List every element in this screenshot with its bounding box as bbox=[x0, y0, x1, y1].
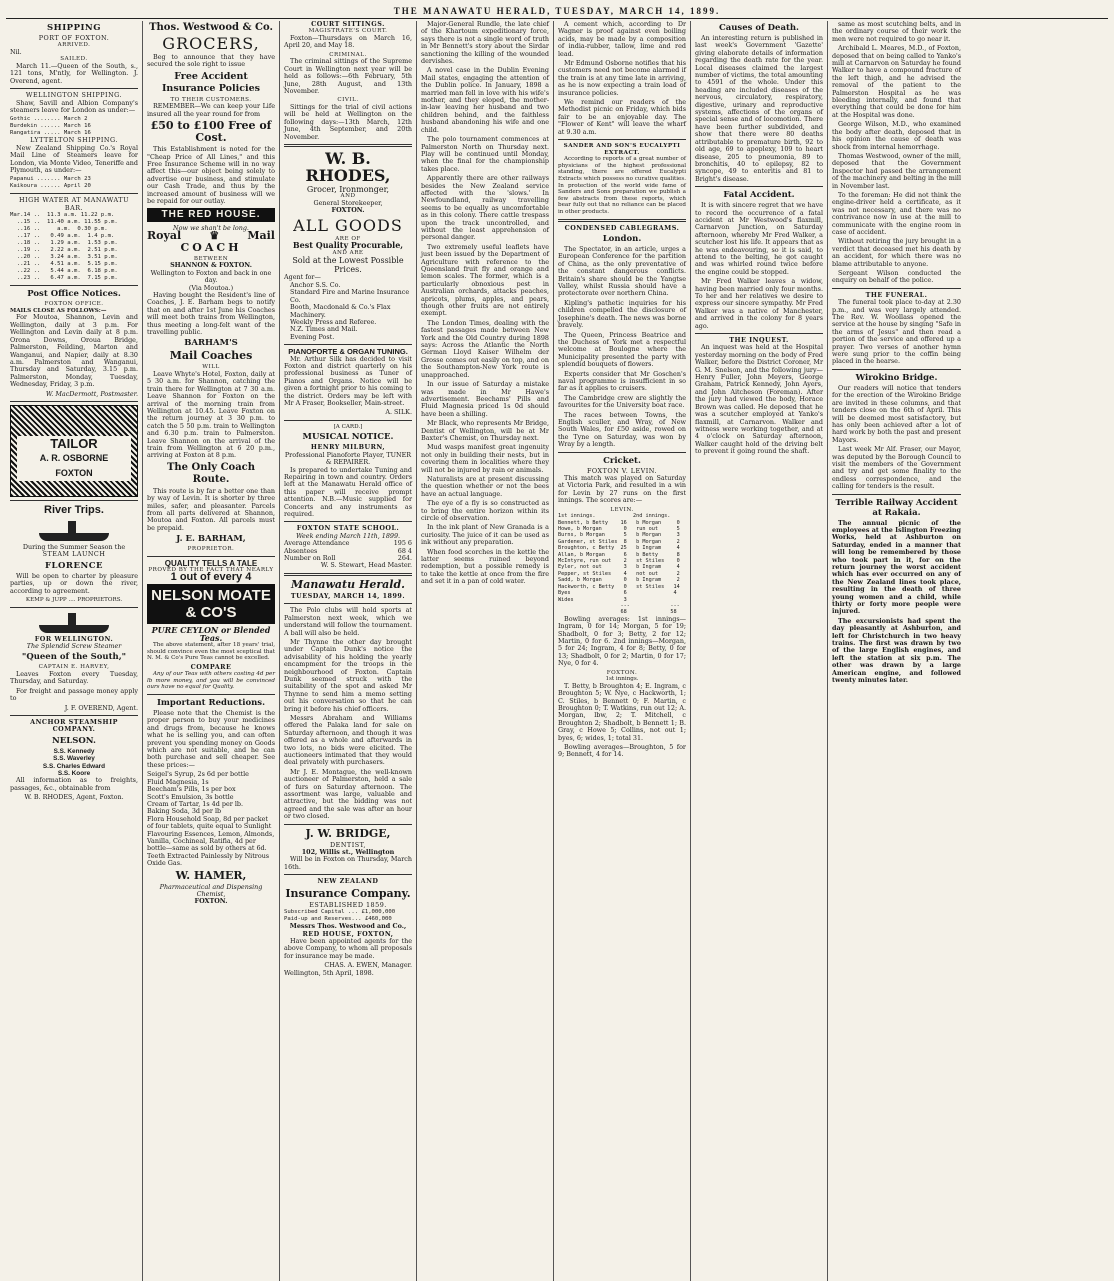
insurance-heading: Insurance Company. bbox=[285, 886, 411, 900]
news-montague: Mr J. E. Montague, the well-known auctioneer of Palmerston, held a sale of furs on Saturday afternoon. The assortment was large, valuable and attractive, but the bidding was not agreed and the sale was after an hour or two closed. bbox=[284, 767, 412, 821]
news-bees: Naturalists are at present discussing the question whether or not the bees have an actual language. bbox=[421, 474, 549, 498]
funeral-text: The funeral took place to-day at 2.30 p.m., and was very largely attended. The Rev. W. Woollass opened the service at the house by singing "Safe in the arms of Jesus" and then read a portion of the service and offered up a prayer. Two verses of another hymn were sung prior to the coffin being placed in the hearse. bbox=[832, 298, 961, 366]
divider bbox=[832, 369, 961, 370]
captain-name: CAPTAIN E. HARVEY, bbox=[38, 664, 110, 671]
established-label: ESTABLISHED 1859. bbox=[309, 900, 387, 909]
inquest-cont-4: Thomas Westwood, owner of the mill, deposed that the Government Inspector had passed the arrangement of the machinery and belting in the mill in November last. bbox=[832, 151, 961, 190]
terrible-heading: Terrible Railway Accident at Rakaia. bbox=[835, 497, 958, 518]
proprietor-label: PROPRIETOR. bbox=[187, 546, 235, 553]
divider bbox=[284, 824, 412, 825]
school-row: Number on Roll 264. bbox=[284, 554, 412, 563]
divider bbox=[10, 607, 138, 608]
to-customers: TO THEIR CUSTOMERS. bbox=[170, 96, 252, 103]
news-leaflets: Two extremely useful leaflets have just been issued by the Department of Agriculture with reference to the Queensland fruit fly and orange and lemon scales. The former, which is a particularly obnoxious pest in Australian orchards, attacks peaches, apricots, plums, apples, and pears, though other fruits are not entirely exempt. bbox=[421, 242, 549, 318]
anchor-ships: S.S. Kennedy S.S. Waverley S.S. Charles Edward S.S. Koore bbox=[42, 747, 106, 778]
proved-label: PROVED BY THE FACT THAT NEARLY bbox=[148, 567, 274, 574]
news-wasps: Mud wasps manifest great ingenuity not only in building their nests, but in covering them in localities where they will not be injured by rain or animals. bbox=[421, 443, 549, 474]
school-row: Absentees 68 4 bbox=[284, 546, 412, 555]
news-thynne: Mr Thynne the other day brought under Captain Dunk's notice the advisability of his holding the yearly encampment for the troops in the neighbourhood of Foxton. Captain Dunk seemed struck with the suitability of the spot and asked Mr Thynne to send him a memo setting out his conversation so that he can bring it before his chief officers. bbox=[284, 637, 412, 713]
steamer-illustration bbox=[34, 519, 114, 541]
steamer-illustration-2 bbox=[34, 611, 114, 633]
news-black: Mr Black, who represents Mr Bridge, Dentist of Wellington, will be at Mr Baxter's Chemist, on Thursday next. bbox=[421, 419, 549, 442]
price-list: Seigel's Syrup, 2s 6d per bottle Fluid Magnesia, 1s Beecham's Pills, 1s per box Scott's Emulsion, 3s bottle Cream of Tartar, 1s 4d per lb. Baking Soda, 3d per lb Flora Household Soap, 8d per packet of four tablets, quite equal to Sunlight Flavouring Essences, Lemon, Almonds, Vanilla, Cochineal, Ratifia, 4d per bottle—same as sold by others at 6d. Teeth Extracted Painlessly by Nitrous Oxide Gas. bbox=[147, 770, 275, 868]
column-7 bbox=[828, 21, 965, 1281]
coach-schedule: Leave Whyte's Hotel, Foxton, daily at 5 30 a.m. for Shannon, catching the train there for Wellington at 7 30 a.m. Leave Shannon for Foxton on the arrival of the morning train from Wellington at 10.45. Leave Foxton on the return journey at 3 30 p.m. to catch the 5 50 p.m. train to Wellington and 6.30 p.m. train to Palmerston. Leave Shannon on the arrival of the train from Wellington at 6 20 p.m., arriving at Foxton at 8 p.m. bbox=[147, 369, 275, 460]
inquest-cont-6: Without retiring the jury brought in a verdict that deceased met his death by an accident, for which there was no blame attributable to anyone. bbox=[832, 237, 961, 268]
and-are-label: AND ARE bbox=[332, 249, 364, 256]
agent-for-label: Agent for— bbox=[284, 273, 321, 282]
foxton-scores: T. Betty, b Broughton 4; E. Ingram, c Broughton 5; W. Nye, c Hackworth, 1; C. Stiles, b Bennett 0; F. Martin, c Broughton 0; T. Watkins, run out 12; A. Morgan, lbw, 2; T. Mitchell, c Broughton 2; Shadbolt, b Bennett 1; B. Gray, c Howe 5; Collins, not out 1; byes, 6; wides, 1; total 31. bbox=[558, 681, 686, 742]
royal-mail-row bbox=[147, 229, 275, 243]
fatal-text: It is with sincere regret that we have to record the occurrence of a fatal accident at Mr Westwood's flaxmill, Carnarvon Junction, on Saturday afternoon, whereby Mr Fred Walker, a scutcher lost his life. It appears that as he was endeavouring, so it is said, to attend to the belting, he got caught and was whirled round twice before the engine could be stopped. bbox=[695, 201, 823, 276]
tailor-line-1: TAILOR bbox=[50, 435, 98, 451]
magistrates-label: MAGISTRATE'S COURT. bbox=[308, 28, 388, 35]
civil-text: Sittings for the trial of civil actions will be held at Wellington on the following days:—13th March, 12th June, 4th September, and 20th November. bbox=[284, 103, 412, 141]
news-dublin: A novel case in the Dublin Evening Mail states, engaging the attention of the Dublin police. In January, 1898 a married man fell in love with his wife's mother, and they eloped, the mother-in-law leaving her husband and two children behind, and the faithless husband abandoning his wife and one child. bbox=[421, 66, 549, 134]
only-route-heading: The Only Coach Route. bbox=[166, 461, 256, 485]
news-abraham: Messrs Abraham and Williams offered the Palaka land for sale on Saturday afternoon, and though it was offered as a whole and afterwards in two lots, no bids were elicited. The auctioneers intimated that they would deal privately with purchasers. bbox=[284, 713, 412, 767]
columns bbox=[6, 21, 1108, 1281]
florence-label: FLORENCE bbox=[45, 560, 103, 571]
divider bbox=[284, 603, 412, 604]
bowling-averages: Bowling averages: 1st innings—Ingram, 0 for 14; Morgan, 5 for 19; Shadbolt, 0 for 3; Betty, 2 for 12; Martin, 0 for 6. 2nd innings—Morgan, 5 for 24; Ingram, 4 for 8; Betty, 0 for 13; Shadbolt, 0 for 2; Martin, 0 for 17; Nye, 0 for 4. bbox=[558, 614, 686, 668]
lyttelton-heading: LYTTELTON SHIPPING. bbox=[30, 136, 118, 145]
wirokino-heading: Wirokino Bridge. bbox=[855, 372, 938, 383]
news-mistake: In our issue of Saturday a mistake was made in Mr Hawe's advertisement. Beechams' Pills and Fluid Magnesia priced 1s 0d should have been a shilling. bbox=[421, 380, 549, 418]
nelson-label: NELSON. bbox=[52, 735, 96, 746]
civil-label: CIVIL. bbox=[337, 97, 359, 104]
cable-races: The races between Towns, the English sculler, and Wray, of New South Wales, for £50 aside, rowed on the Tyne on Saturday, was won by Wray by a length. bbox=[558, 410, 686, 449]
school-heading: FOXTON STATE SCHOOL. bbox=[296, 524, 400, 533]
masthead: THE MANAWATU HERALD, TUESDAY, MARCH 14, 1899. bbox=[6, 4, 1108, 19]
grocers-text: Beg to announce that they have secured the sole right to issue bbox=[147, 53, 275, 69]
remember-text: REMEMBER—We can keep your Life insured all the year round for from bbox=[147, 102, 275, 118]
divider bbox=[284, 144, 412, 147]
condensed-heading: CONDENSED CABLEGRAMS. bbox=[564, 223, 680, 232]
terrible-text-2: The excursionists had spent the day pleasantly at Ashburton, and left for Christchurch in two heavy trains. The first was drawn by two of the large English engines, and left the station at six p.m. The other was drawn by a large American engine, and followed twenty minutes later. bbox=[832, 616, 961, 685]
postmaster-signature: W. MacDermott, Postmaster. bbox=[45, 389, 138, 398]
musical-heading: MUSICAL NOTICE. bbox=[302, 432, 394, 443]
wirokino-text-2: Last week Mr Alf. Fraser, our Mayor, was deputed by the Borough Council to visit the members of the Government and try and get some finality to the endless correspondence, and the calling for tenders is the result. bbox=[832, 445, 961, 491]
terrible-text: The annual picnic of the employees at the Islington Freezing Works, held at Ashburton on Saturday, ended in a manner that will long be remembered by those who took part in it, for on the return journey the worst accident which has ever occurred on any of the New Zealand lines took place, resulting in the death of three young women and a child, while thirty or forty more people were injured. bbox=[832, 518, 961, 616]
a-card-label: [A CARD.] bbox=[333, 423, 363, 430]
steam-launch-label: STEAM LAUNCH bbox=[42, 550, 106, 559]
milburn-name: HENRY MILBURN, bbox=[310, 443, 386, 452]
quality-heading: QUALITY TELLS A TALE bbox=[164, 558, 258, 568]
news-cement: A cement which, according to Dr Wagner is proof against even boiling acids, may be made by a composition of india-rubber, tallow, lime and red lead. bbox=[558, 21, 686, 58]
column-1 bbox=[6, 21, 143, 1281]
river-text: During the Summer Season the bbox=[22, 542, 126, 551]
river-trips-heading: River Trips. bbox=[44, 503, 104, 516]
school-table bbox=[284, 540, 412, 562]
coach-body: Having bought the Resident's line of Coaches, J. E. Barham begs to notify that on and after 1st June his Coaches will meet both trains from Wellington, thus meeting a long-felt want of the travelling public. bbox=[147, 290, 275, 336]
anchor-company: ANCHOR STEAMSHIP COMPANY. bbox=[30, 718, 118, 734]
divider bbox=[10, 193, 138, 194]
red-house-label: RED HOUSE, FOXTON, bbox=[302, 929, 394, 938]
foxton-office-label: FOXTON OFFICE. bbox=[44, 301, 104, 308]
column-2 bbox=[143, 21, 280, 1281]
rhodes-agent: W. B. RHODES, Agent, Foxton. bbox=[24, 793, 124, 802]
scorecard: Bennett, b Betty 16 b Morgan 0 Howe, b Morgan 0 run out 5 Burns, b Morgan 5 b Morgan 3 Gardener, st Stiles 8 b Morgan 2 Broughton, c Betty 25 b Ingram 4 Allan, b Morgan 6 b Betty 8 McIntyre, run out 2 st Stiles 0 Eyler, not out 3 b Ingram 4 Pepper, st Stiles 4 not out 2 Sadd, b Morgan 0 b Ingram 2 Hackworth, c Betty 0 st Stiles 14 Byes 6 4 Wides 3 --- --- 68 58 bbox=[558, 519, 680, 616]
divider bbox=[832, 494, 961, 495]
dentist-label: DENTIST, bbox=[330, 840, 366, 849]
anchor-text: All information as to freights, passages, &c., obtainable from bbox=[10, 776, 138, 792]
column-5 bbox=[554, 21, 691, 1281]
divider bbox=[10, 401, 138, 402]
criminal-label: CRIMINAL. bbox=[329, 51, 367, 58]
via-label: (Via Moutoa.) bbox=[188, 283, 234, 292]
inquest-heading: THE INQUEST. bbox=[729, 336, 789, 345]
nelson-moate-banner: NELSON MOATE & CO'S bbox=[147, 584, 275, 624]
inquest-cont-2: Archibald L. Meares, M.D., of Foxton, deposed that on being called to Yanko's mill at Carnarvon on Saturday he found Walker to have a compound fracture of the left thigh, and he advised the removal of the patient to the Palmerston Hospital as he was bleeding internally, and found that everything that could be done for him at the Hospital was done. bbox=[832, 44, 961, 119]
cricket-heading: Cricket. bbox=[603, 455, 641, 466]
news-london-times: The London Times, dealing with the fastest passages made between New York and the Old Country during 1898 says: Across the Atlantic the North German Lloyd Kaiser Wilhelm der Grosse comes out easily on top, and on the Southampton-New York route is unapproached. bbox=[421, 318, 549, 379]
tea-text: The above statement, after 18 years' trial, should convince even the most sceptical that N. M. & Co's Pure Teas cannot be excelled. bbox=[147, 642, 275, 662]
inquest-text: An inquest was held at the Hospital yesterday morning on the body of Fred Walker, before the District Coroner, Mr G. M. Snelson, and the following jury—Henry Fuller, John Meyers, George Graham, Patrick Kennedy, John Ayers, and John Aitcheson (Foreman). After the jury had viewed the body, Horace Brown was called. He deposed that he was a scutcher employed at Yanko's flaxmill, at Carnarvon. Walker and witness were working together, and at 4 o'clock on Saturday afternoon, Walker caught hold of the driving belt to prevent it going round the shaft. bbox=[695, 343, 823, 456]
school-row: Average Attendance 195 6 bbox=[284, 539, 412, 548]
splendid-label: The Splendid Screw Steamer bbox=[26, 641, 122, 650]
nil-text: Nil. bbox=[10, 48, 22, 56]
bridge-text: Will be in Foxton on Thursday, March 16th. bbox=[284, 855, 412, 871]
between-label: BETWEEN bbox=[193, 255, 229, 262]
inquest-cont-1: same as most scutching belts, and in the ordinary course of their work the men were not required to go near it. bbox=[832, 21, 961, 43]
levin-label: LEVIN. bbox=[610, 506, 634, 513]
ship-schedule-2: Papanui ....... March 23 Kaikoura ...... April 20 bbox=[10, 176, 91, 190]
foxton-innings-label: 1st innings. bbox=[605, 676, 639, 683]
news-kettle: When food scorches in the kettle the latter seems ruined beyond redemption, but a possible remedy is to take the kettle at once from the fire and set it in a pan of cold water. bbox=[421, 547, 549, 586]
news-ink-plant: In the ink plant of New Granada is a curiosity. The juice of it can be used as ink without any preparation. bbox=[421, 523, 549, 547]
one-out-of-four: 1 out of every 4 bbox=[170, 570, 252, 583]
sander-text: According to reports of a great number of physicians of the highest professional standing, there are offered Eucalypti Extracts which possess no curative qualities. In protection of the world wide fame of Sanders and Sons preparation we publish a few abstracts from these reports, which bear fully out that no reliance can be placed in other products. bbox=[558, 156, 686, 216]
compare-label: COMPARE bbox=[190, 662, 232, 671]
shannon-foxton: SHANNON & FOXTON. bbox=[170, 261, 252, 270]
divider bbox=[284, 344, 412, 345]
wellington-shipping-heading: WELLINGTON SHIPPING. bbox=[25, 91, 123, 100]
capital-table: Subscribed Capital ... £1,000,000 Paid-up and Reserves... £460,000 bbox=[284, 909, 396, 923]
inquest-cont-7: Sergeant Wilson conducted the enquiry on behalf of the police. bbox=[832, 269, 961, 285]
wellington-text: Shaw, Savill and Albion Company's steamers leave for London as under:— bbox=[10, 98, 138, 115]
best-quality: Best Quality Procurable, bbox=[292, 240, 404, 251]
kemp-proprietors: KEMP & JUPP .... PROPRIETORS. bbox=[25, 596, 123, 603]
reductions-text: Please note that the Chemist is the proper person to buy your medicines and drugs from, because he knows what he is selling you, and can often prevent you spending money on Goods which are not suitable, and he can both purchase and sell cheaper. See these prices:— bbox=[147, 709, 275, 769]
hamer-name: W. HAMER, bbox=[175, 868, 247, 882]
storekeeper-label: General Storekeeper, bbox=[313, 199, 383, 208]
divider bbox=[10, 88, 138, 89]
head-master: W. S. Stewart, Head Master. bbox=[320, 561, 412, 570]
divider bbox=[284, 420, 412, 421]
are-of-label: ARE OF bbox=[335, 235, 361, 242]
column-3 bbox=[280, 21, 417, 1281]
causes-heading: Causes of Death. bbox=[718, 23, 800, 33]
and-label: AND bbox=[340, 193, 356, 200]
foxton-team-label: FOXTON. bbox=[606, 669, 638, 676]
court-text: Foxton—Thursdays on March 16, April 20, and May 18. bbox=[284, 34, 412, 50]
fatal-heading: Fatal Accident. bbox=[723, 190, 795, 201]
cable-spectator: The Spectator, in an article, urges a European Conference for the partition of China, as the only preventative of the constant dangerous conflicts. Britain's share should be the Yangtse Valley, whilst Russia should have a protectorate over northern China. bbox=[558, 245, 686, 298]
wellington-date: Wellington, 5th April, 1898. bbox=[284, 968, 374, 977]
grocers-heading: GROCERS, bbox=[162, 34, 260, 53]
rhodes-foxton: FOXTON. bbox=[331, 206, 365, 215]
inquest-cont-3: George Wilson, M.D., who examined the body after death, deposed that in his opinion the cause of death was shock from internal hemorrhage. bbox=[832, 120, 961, 151]
mails-close-label: MAILS CLOSE AS FOLLOWS:— bbox=[10, 307, 107, 314]
news-fly: The eye of a fly is so constructed as to bring the entire horizon within its circle of observation. bbox=[421, 499, 549, 522]
post-office-heading: Post Office Notices. bbox=[27, 289, 121, 300]
pure-ceylon: PURE CEYLON or Blended Teas. bbox=[151, 625, 271, 643]
silk-signature: A. SILK. bbox=[385, 408, 412, 417]
divider bbox=[558, 139, 686, 140]
free-amount: £50 to £100 Free of Cost. bbox=[150, 119, 272, 145]
hamer-foxton: FOXTON. bbox=[194, 897, 228, 906]
grocer-label: Grocer, Ironmonger, bbox=[306, 185, 390, 195]
coach-text: Wellington to Foxton and back in one day. bbox=[150, 268, 272, 285]
tailor-line-2: A. R. OSBORNE bbox=[39, 452, 109, 463]
match-text: This match was played on Saturday at Victoria Park, and resulted in a win for Levin by 27 runs on the first innings. The scores are:— bbox=[558, 474, 686, 505]
bowling-averages-2: Bowling averages—Broughton, 5 for 9; Bennett, 4 for 14. bbox=[558, 743, 686, 759]
establishment-text: This Establishment is noted for the "Cheap Price of All Lines," and this Free Insurance Scheme will in no way affect this—our object being solely to advertise our business, and stimulate our Cash Trade, and thus by the increased amount of business will we be repaid for our outlay. bbox=[147, 145, 275, 206]
sander-heading: SANDER AND SON'S EUCALYPTI EXTRACT. bbox=[563, 143, 681, 156]
sailed-text: March 11.—Queen of the South, s., 121 tons, M'ntly, for Wellington. J. Overend, agent. bbox=[10, 62, 138, 85]
tailor-line-3: FOXTON bbox=[55, 467, 93, 478]
wirokino-text: Our readers will notice that tenders for the erection of the Wirokino Bridge are invited in these columns, and that tenders close on the 6th of April. This will be deemed most satisfactory, but has only been achieved after a lot of hard work by both the past and present Mayors. bbox=[832, 383, 961, 444]
crest-icon: ♛ bbox=[209, 229, 220, 243]
divider bbox=[147, 694, 275, 695]
all-goods-heading: ALL GOODS bbox=[293, 215, 403, 235]
news-osborne: Mr Edmund Osborne notifies that his customers need not become alarmed if the train is at any time late in arriving, as he is now expecting a train load of insurance policies. bbox=[558, 59, 686, 97]
divider bbox=[284, 521, 412, 522]
tailor-advertisement bbox=[10, 405, 138, 497]
free-accident-heading: Free Accident Insurance Policies bbox=[161, 70, 261, 94]
divider bbox=[558, 452, 686, 453]
news-picnic: We remind our readers of the Methodist picnic on Friday, which bids fair to be an enjoyable day. The "Flower of Kent" will leave the wharf at 9.30 a.m. bbox=[558, 98, 686, 136]
port-heading: PORT OF FOXTON. bbox=[38, 34, 110, 42]
court-heading: COURT SITTINGS. bbox=[311, 21, 385, 28]
innings-header: 1st innings. 2nd innings. bbox=[558, 513, 671, 520]
milburn-subtitle: Professional Pianoforte Player, TUNER & REPAIRER. bbox=[284, 450, 412, 467]
ewen-signature: CHAS. A. EWEN, Manager. bbox=[324, 961, 412, 970]
cable-queen: The Queen, Princess Beatrice and the Duchess of York met a respectful welcome at Boulogne where the Municipality presented the party with splendid bouquets of flowers. bbox=[558, 330, 686, 369]
divider bbox=[695, 186, 823, 187]
divider bbox=[10, 715, 138, 716]
shipping-heading: SHIPPING bbox=[47, 23, 101, 33]
lyttelton-text: New Zealand Shipping Co.'s Royal Mail Line of Steamers leave for London, via Monte Video, Teneriffe and Plymouth, as under:— bbox=[10, 143, 138, 175]
compare-text: Any of our Teas with others costing 4d per lb more money, and you will be convinced ours have no equal for Quality. bbox=[147, 671, 275, 691]
mail-coaches-heading: Mail Coaches bbox=[169, 349, 253, 363]
cable-cambridge: The Cambridge crew are slightly the favourites for the University boat race. bbox=[558, 393, 686, 410]
royal-label: Royal bbox=[147, 229, 182, 243]
florence-text: Will be open to charter by pleasure parties, up or down the river, according to agreement. bbox=[10, 571, 138, 595]
route-text: This route is by far a better one than by way of Levin. It is shorter by three miles, safer, and pleasanter. Parcels from all parts delivered at Shannon, Moutoa and Foxton. All parcels must be prepaid. bbox=[147, 486, 275, 532]
cable-kipling: Kipling's pathetic inquiries for his children compelled the disclosure of Josephine's death. The news was borne bravely. bbox=[558, 298, 686, 330]
overend-agent: J. F. OVEREND, Agent. bbox=[64, 703, 138, 712]
divider bbox=[10, 285, 138, 286]
news-railways: Apparently there are other railways besides the New Zealand service affected with the 'slows.' In Newfoundland, railway travelling seems to be equally as uncomfortable as in this colony. There cattle trespass upon the track uncontrolled, and without the least apprehension of personal danger. bbox=[421, 174, 549, 242]
news-polo: The Polo clubs will hold sports at Palmerston next week, which we understand will follow the tournament. A ball will also be held. bbox=[284, 606, 412, 637]
high-water-heading: HIGH WATER AT MANAWATU BAR. bbox=[19, 196, 129, 212]
mail-label: Mail bbox=[247, 229, 275, 243]
agencies-list: Anchor S.S. Co. Standard Fire and Marine Insurance Co. Booth, Macdonald & Co.'s Flax Machinery. Weekly Press and Referee. N.Z. Times and Mail. Evening Post. bbox=[290, 280, 410, 341]
news-polo-tournament: The polo tournament commences at Palmerston North on Thursday next. Play will be continued until Monday, when the final for the championship takes place. bbox=[421, 135, 549, 173]
barham-name: J. E. BARHAM, bbox=[176, 534, 246, 545]
ship-schedule-1: Gothic ........ March 2 Burdekin ...... March 16 Rangatira ..... March 16 bbox=[10, 116, 91, 137]
queen-of-the-south: "Queen of the South," bbox=[21, 652, 127, 663]
divider bbox=[832, 288, 961, 289]
school-week: Week ending March 11th, 1899. bbox=[295, 531, 401, 540]
will-label: WILL bbox=[202, 364, 220, 371]
queen-text: Leaves Foxton every Tuesday, Thursday, and Saturday. bbox=[10, 669, 138, 686]
chemist-label: Pharmaceutical and Dispensing Chemist, bbox=[159, 882, 263, 898]
coach-heading: COACH bbox=[180, 240, 242, 254]
divider bbox=[10, 500, 138, 501]
issue-date: TUESDAY, MARCH 14, 1899. bbox=[290, 591, 406, 600]
mails-text: For Moutoa, Shannon, Levin and Wellington, daily at 3 p.m. For Wellington and Levin daily at 8 p.m. Orona Downs, Oroua Bridge, Palmerston, Feilding, Marton and Wanganui, and Napier, daily at 8.30 a.m. Palmerston and Wanganui, Thursday and Saturday, 3.15 p.m. Palmerston, Monday, Tuesday, Wednesday, Friday, 3 p.m. bbox=[10, 313, 138, 389]
barham-heading: BARHAM'S bbox=[184, 338, 238, 349]
divider bbox=[558, 219, 686, 222]
piano-heading: PIANOFORTE & ORGAN TUNING. bbox=[288, 347, 408, 357]
divider bbox=[147, 556, 275, 557]
bridge-address: 102, Willis st., Wellington bbox=[301, 848, 395, 857]
fatal-text-2: Mr Fred Walker leaves a widow, having been married only four months. To her and her relatives we desire to express our sincere sympathy. Mr Fred Walker was a native of Manchester, and arrived in the colony for 8 years ago. bbox=[695, 277, 823, 330]
reductions-heading: Important Reductions. bbox=[156, 698, 266, 709]
piano-text: Mr. Arthur Silk has decided to visit Foxton and district quarterly on his professional business as Tuner of Pianos and Organs. Notice will be given a fortnight prior to his coming to the district. Orders may be left with Mr A Fraser, Bookseller, Main-street. bbox=[284, 354, 412, 407]
funeral-heading: THE FUNERAL. bbox=[865, 290, 928, 299]
milburn-text: Is prepared to undertake Tuning and Repairing in town and country. Orders left at the Manawatu Herald office of this paper will receive prompt attention. N.B.—Music supplied for Concerts and any instruments as required. bbox=[284, 465, 412, 519]
red-house-banner: THE RED HOUSE. bbox=[147, 208, 275, 221]
news-rundle: Major-General Rundle, the late chief of the Khartoum expeditionary force, says there is not a single word of truth in Mr Bennett's story about the Sirdar sanctioning the killing of the wounded dervishes. bbox=[421, 21, 549, 66]
sailed-label: SAILED. bbox=[60, 56, 88, 63]
westwood-firm: Thos. Westwood & Co. bbox=[149, 22, 273, 33]
divider bbox=[284, 573, 412, 576]
arrived-label: ARRIVED. bbox=[57, 42, 91, 49]
criminal-text: The criminal sittings of the Supreme Court in Wellington next year will be held as follows:—6th February, 5th June, 28th August, and 13th November. bbox=[284, 57, 412, 96]
tide-table: Mar.14 .. 11.3 a.m. 11.22 p.m. ..15 .. 11.40 a.m. 11.55 p.m. ..16 .. a.m. 0.30 p.m. ..17 .. 0.49 a.m. 1.4 p.m. ..18 .. 1.29 a.m. 1.53 p.m. ..19 .. 2.22 a.m. 2.51 p.m. ..20 .. 3.24 a.m. 3.51 p.m. ..21 .. 4.51 a.m. 5.15 p.m. ..22 .. 5.44 a.m. 6.18 p.m. ..23 .. 6.47 a.m. 7.15 p.m. bbox=[10, 212, 118, 282]
cable-goschen: Experts consider that Mr Goschen's naval programme is insufficient in so far as it applies to cruisers. bbox=[558, 369, 686, 393]
divider bbox=[284, 874, 412, 875]
divider bbox=[695, 333, 823, 334]
ready-text: Now we shan't be long. bbox=[173, 223, 249, 232]
westwood-text: Have been appointed agents for the above Company, to whom all proposals for insurance may be made. bbox=[284, 936, 412, 960]
for-wellington-heading: FOR WELLINGTON. bbox=[34, 634, 114, 643]
inquest-cont-5: To the foreman: He did not think the engine-driver held a certificate, as it was not necessary, and there was no contrivance now in use at the mill to communicate with the engine room in case of accident. bbox=[832, 190, 961, 236]
column-4 bbox=[417, 21, 554, 1281]
sold-lowest: Sold at the Lowest Possible Prices. bbox=[292, 256, 404, 275]
paper-name: Manawatu Herald. bbox=[291, 577, 405, 591]
causes-text: An interesting return is published in last week's Government 'Gazette' giving elaborate details of information regarding the death rate for the year. Local diseases claimed the largest number of victims, the total amounting to 4591 of the whole. Under this heading are included diseases of the nervous, circulatory, respiratory, digestive, urinary and reproductive systems, affections of the organs of special sense and of locomotion. There have been further subdivided, and show that there were 80 deaths attributable to premature birth, 92 to old age, 69 to apoplexy, 109 to heart disease, 205 to pneumonia, 89 to bronchitis, 40 to epilepsy, 82 to syncope, 49 to enteritis and 81 to Bright's disease. bbox=[695, 34, 823, 183]
westwood-agents: Messrs Thos. Westwood and Co., bbox=[289, 922, 407, 931]
rhodes-heading: W. B. RHODES, bbox=[305, 149, 391, 186]
tailor-ad-text bbox=[17, 436, 131, 481]
column-6 bbox=[691, 21, 828, 1281]
freight-text: For freight and passage money apply to bbox=[10, 686, 138, 703]
match-title: FOXTON V. LEVIN. bbox=[586, 466, 658, 475]
bridge-heading: J. W. BRIDGE, bbox=[305, 826, 391, 840]
london-heading: London. bbox=[602, 234, 642, 245]
nz-label: NEW ZEALAND bbox=[317, 877, 379, 886]
